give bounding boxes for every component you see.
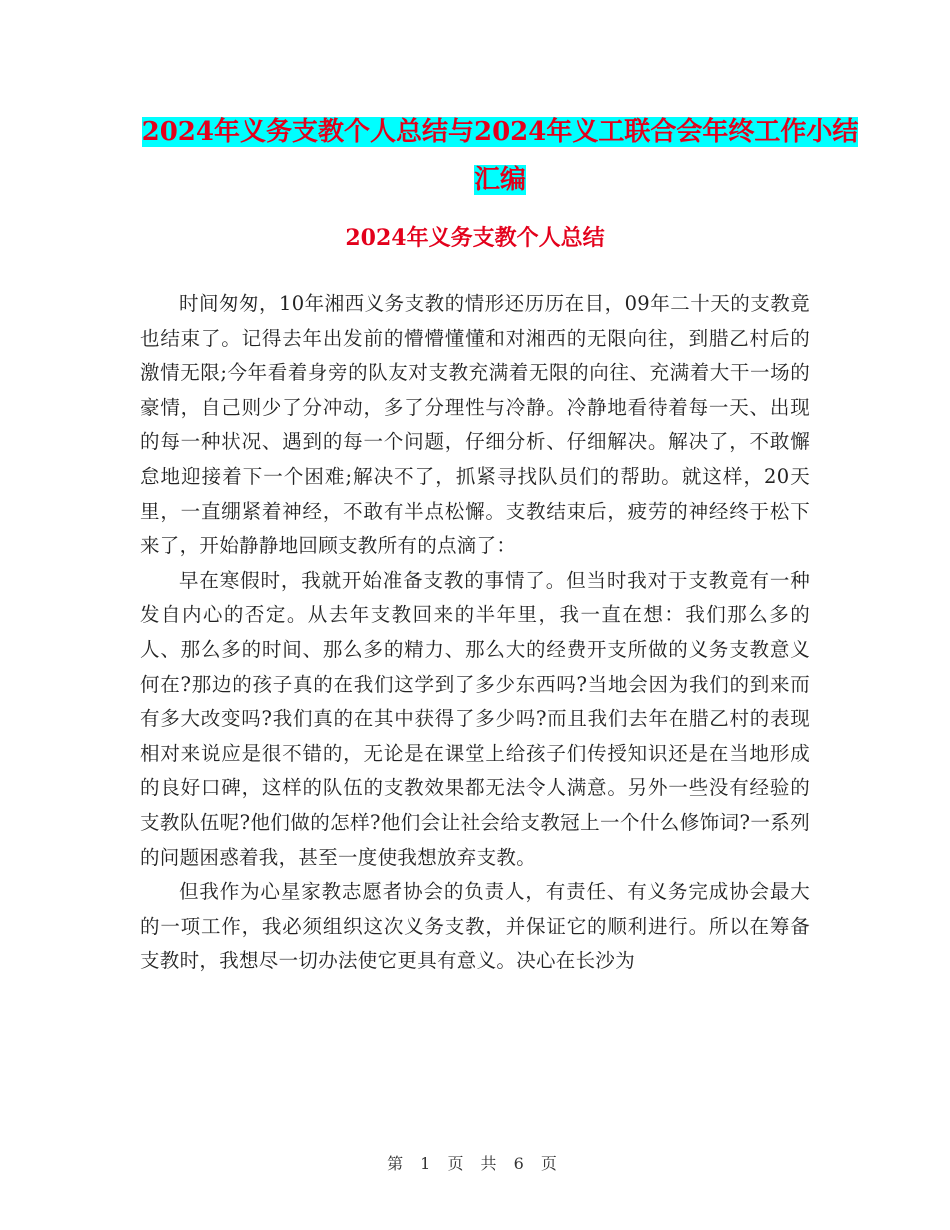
document-title-text: 2024年义务支教个人总结与2024年义工联合会年终工作小结汇编 [141, 117, 859, 195]
document-title [140, 108, 860, 204]
paragraph-3: 但我作为心星家教志愿者协会的负责人，有责任、有义务完成协会最大的一项工作，我必须组织这次义务支教，并保证它的顺利进行。所以在筹备支教时，我想尽一切办法使它更具有意义。决心在长沙为 [140, 880, 810, 973]
document-body [140, 287, 810, 979]
page-footer: 第 1 页 共 6 页 [387, 1154, 563, 1173]
paragraph-1: 时间匆匆，10年湘西义务支教的情形还历历在目，09年二十天的支教竟也结束了。记得去年出发前的懵懵懂懂和对湘西的无限向往，到腊乙村后的激情无限;今年看着身旁的队友对支教充满着无限的向往、充满着大干一场的豪情，自己则少了分冲动，多了分理性与冷静。冷静地看待着每一天、出现的每一种状况、遇到的每一个问题，仔细分析、仔细解决。解决了，不敢懈怠地迎接着下一个困难;解决不了，抓紧寻找队员们的帮助。就这样，20天里，一直绷紧着神经，不敢有半点松懈。支教结束后，疲劳的神经终于松下来了，开始静静地回顾支教所有的点滴了： [140, 292, 810, 558]
section-title: 2024年义务支教个人总结 [345, 225, 605, 251]
paragraph-2: 早在寒假时，我就开始准备支教的事情了。但当时我对于支教竟有一种发自内心的否定。从去年支教回来的半年里，我一直在想：我们那么多的人、那么多的时间、那么多的精力、那么大的经费开支所做的义务支教意义何在?那边的孩子真的在我们这学到了多少东西吗?当地会因为我们的到来而有多大改变吗?我们真的在其中获得了多少吗?而且我们去年在腊乙村的表现相对来说应是很不错的，无论是在课堂上给孩子们传授知识还是在当地形成的良好口碑，这样的队伍的支教效果都无法令人满意。另外一些没有经验的支教队伍呢?他们做的怎样?他们会让社会给支教冠上一个什么修饰词?一系列的问题困惑着我，甚至一度使我想放弃支教。 [140, 568, 810, 869]
